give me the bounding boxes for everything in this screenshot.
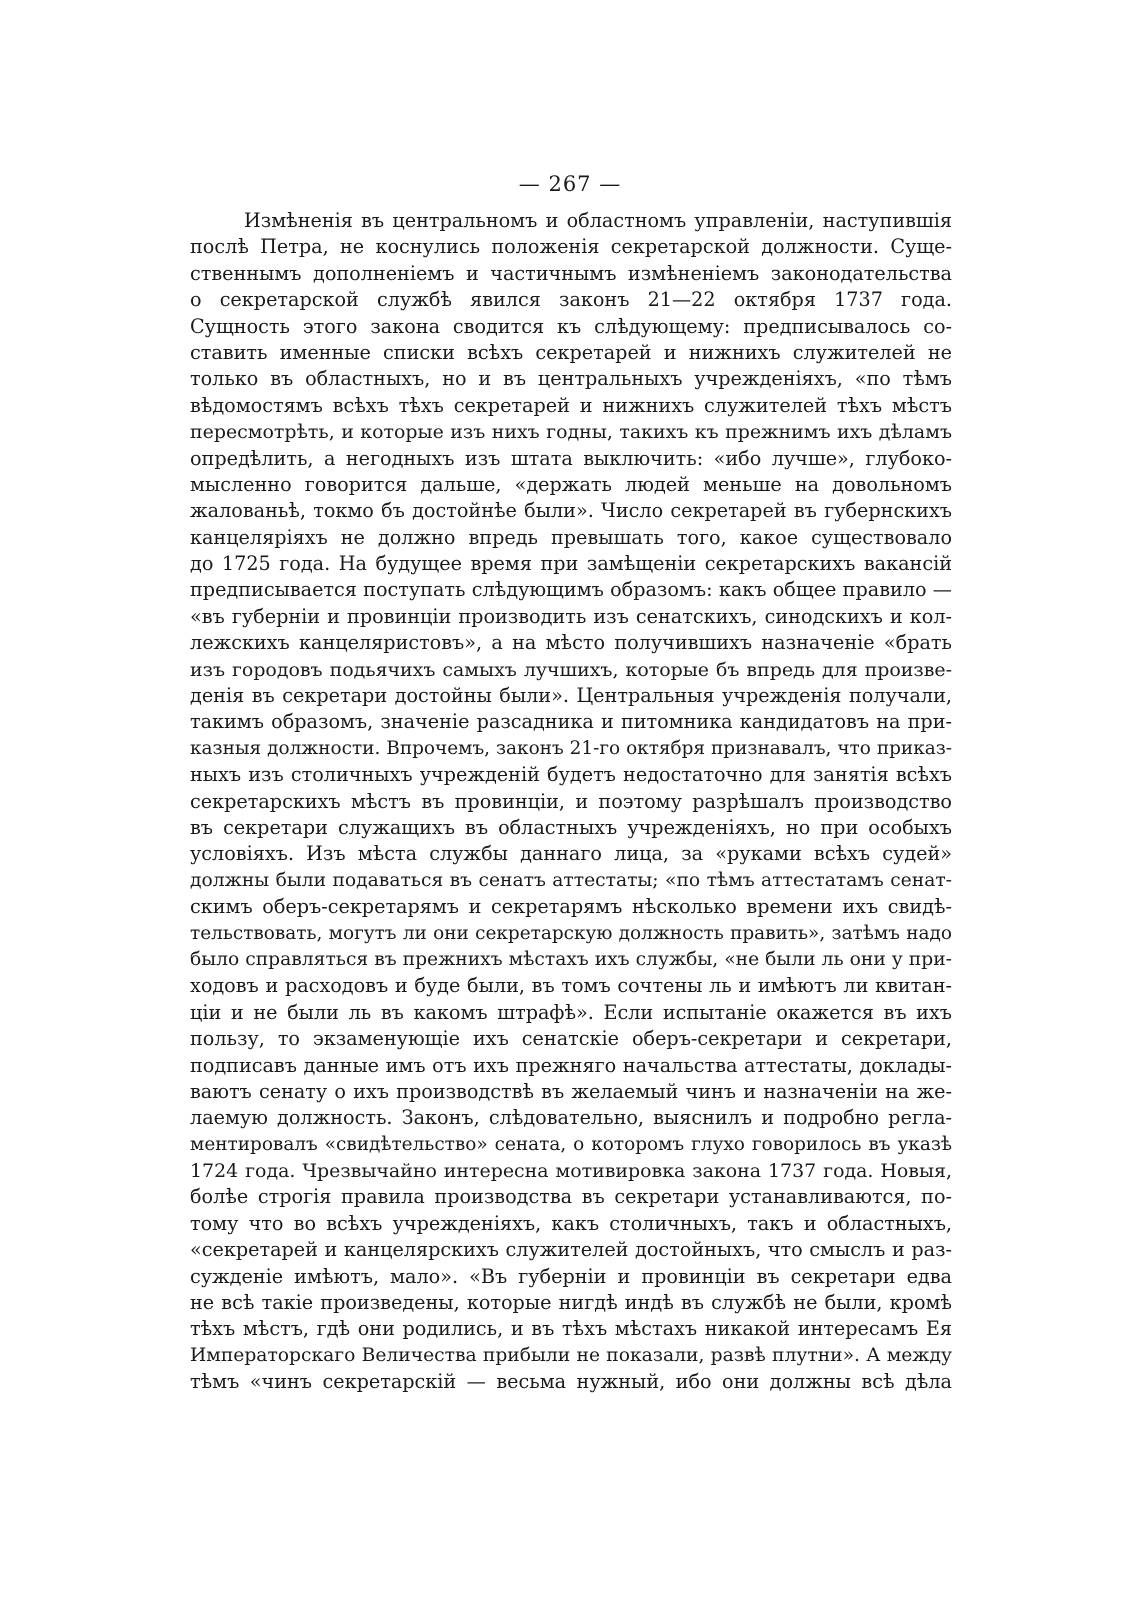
page-number: — 267 — [518,172,622,196]
text-line: подписавъ данные имъ отъ ихъ прежняго начальства аттестаты, доклады- [190,1053,952,1077]
text-line: до 1725 года. На будущее время при замѣщеніи секретарскихъ вакансій [190,552,952,576]
text-line: канцеляріяхъ не должно впредь превышать того, какое существовало [190,525,952,549]
text-line: тельствовать, могутъ ли они секретарскую должность править», затѣмъ надо [190,922,952,944]
text-line: сужденіе имѣютъ, мало». «Въ губерніи и провинціи въ секретари едва [190,1264,952,1288]
text-line: послѣ Петра, не коснулись положенія секретарской должности. Суще- [190,235,952,259]
text-line: условіяхъ. Изъ мѣста службы даннаго лица, за «руками всѣхъ судей» [190,842,952,866]
text-line: ціи и не были ль въ какомъ штрафѣ». Если испытаніе окажется въ ихъ [190,1000,952,1024]
text-line: пересмотрѣть, и которые изъ нихъ годны, такихъ къ прежнимъ ихъ дѣламъ [190,421,952,444]
text-line: жалованьѣ, токмо бъ достойнѣе были». Число секретарей въ губернскихъ [190,499,952,523]
text-line: опредѣлить, а негодныхъ изъ штата выключить: «ибо лучше», глубоко- [190,446,952,470]
text-line: ходовъ и расходовъ и буде были, въ томъ сочтены ль и имѣютъ ли квитан- [190,974,952,998]
text-line: такимъ образомъ, значеніе разсадника и питомника кандидатовъ на при- [190,710,952,734]
text-line: 1724 года. Чрезвычайно интересна мотивировка закона 1737 года. Новыя, [190,1160,952,1183]
text-line: лаемую должность. Законъ, слѣдовательно, выяснилъ и подробно регла- [190,1106,952,1130]
text-line: въ секретари служащихъ въ областныхъ учрежденіяхъ, но при особыхъ [190,815,952,839]
text-line: ментировалъ «свидѣтельство» сената, о которомъ глухо говорилось въ указѣ [190,1133,952,1155]
text-line: было справляться въ прежнихъ мѣстахъ ихъ службы, «не были ль они у при- [190,948,952,970]
text-line: ственнымъ дополненіемъ и частичнымъ измѣненіемъ законодательства [190,261,952,285]
text-line: пользу, то экзаменующіе ихъ сенатскіе оберъ-секретари и секретари, [190,1027,952,1051]
text-line: вѣдомостямъ всѣхъ тѣхъ секретарей и нижнихъ служителей тѣхъ мѣстъ [190,393,952,417]
text-line: скимъ оберъ-секретарямъ и секретарямъ нѣсколько времени ихъ свидѣ- [190,895,952,919]
text-line: тѣмъ «чинъ секретарскій — весьма нужный, ибо они должны всѣ дѣла [190,1370,952,1394]
text-line: должны были подаваться въ сенатъ аттестаты; «по тѣмъ аттестатамъ сенат- [190,869,952,891]
text-line: только въ областныхъ, но и въ центральныхъ учрежденіяхъ, «по тѣмъ [190,367,952,391]
body-text [190,208,952,1396]
text-line: изъ городовъ подьячихъ самыхъ лучшихъ, которые бъ впредь для произве- [190,658,952,681]
text-line: «въ губерніи и провинціи производить изъ сенатскихъ, синодскихъ и кол- [190,604,952,628]
text-line: о секретарской службѣ явился законъ 21—22 октября 1737 года. [190,288,952,312]
text-line: секретарскихъ мѣстъ въ провинціи, и поэтому разрѣшалъ производство [190,789,952,813]
text-line: предписывается поступать слѣдующимъ образомъ: какъ общее правило — [190,578,952,602]
text-line: ваютъ сенату о ихъ производствѣ въ желаемый чинъ и назначеніи на же- [190,1079,952,1103]
text-line: мысленно говорится дальше, «держать людей меньше на довольномъ [190,472,952,496]
text-line: болѣе строгія правила производства въ секретари устанавливаются, по- [190,1185,952,1209]
text-line: лежскихъ канцеляристовъ», а на мѣсто получившихъ назначеніе «брать [190,631,952,655]
text-line: Императорскаго Величества прибыли не показали, развѣ плутни». А между [190,1344,952,1366]
text-line: Сущность этого закона сводится къ слѣдующему: предписывалось со- [190,314,952,338]
text-line: денія въ секретари достойны были». Центральныя учрежденія получали, [190,684,952,708]
text-line: тѣхъ мѣстъ, гдѣ они родились, и въ тѣхъ мѣстахъ никакой интересамъ Ея [190,1317,952,1341]
text-line: Измѣненія въ центральномъ и областномъ управленіи, наступившія [244,209,952,232]
text-line: не всѣ такіе произведены, которые нигдѣ индѣ въ службѣ не были, кромѣ [190,1291,952,1315]
text-line: ставить именные списки всѣхъ секретарей и нижнихъ служителей не [190,340,952,364]
text-line: казныя должности. Впрочемъ, законъ 21-го октября признавалъ, что приказ- [190,737,952,759]
text-line: ныхъ изъ столичныхъ учрежденій будетъ недостаточно для занятія всѣхъ [190,763,952,787]
text-line: «секретарей и канцелярскихъ служителей достойныхъ, что смыслъ и раз- [190,1238,952,1262]
text-line: тому что во всѣхъ учрежденіяхъ, какъ столичныхъ, такъ и областныхъ, [190,1211,952,1235]
